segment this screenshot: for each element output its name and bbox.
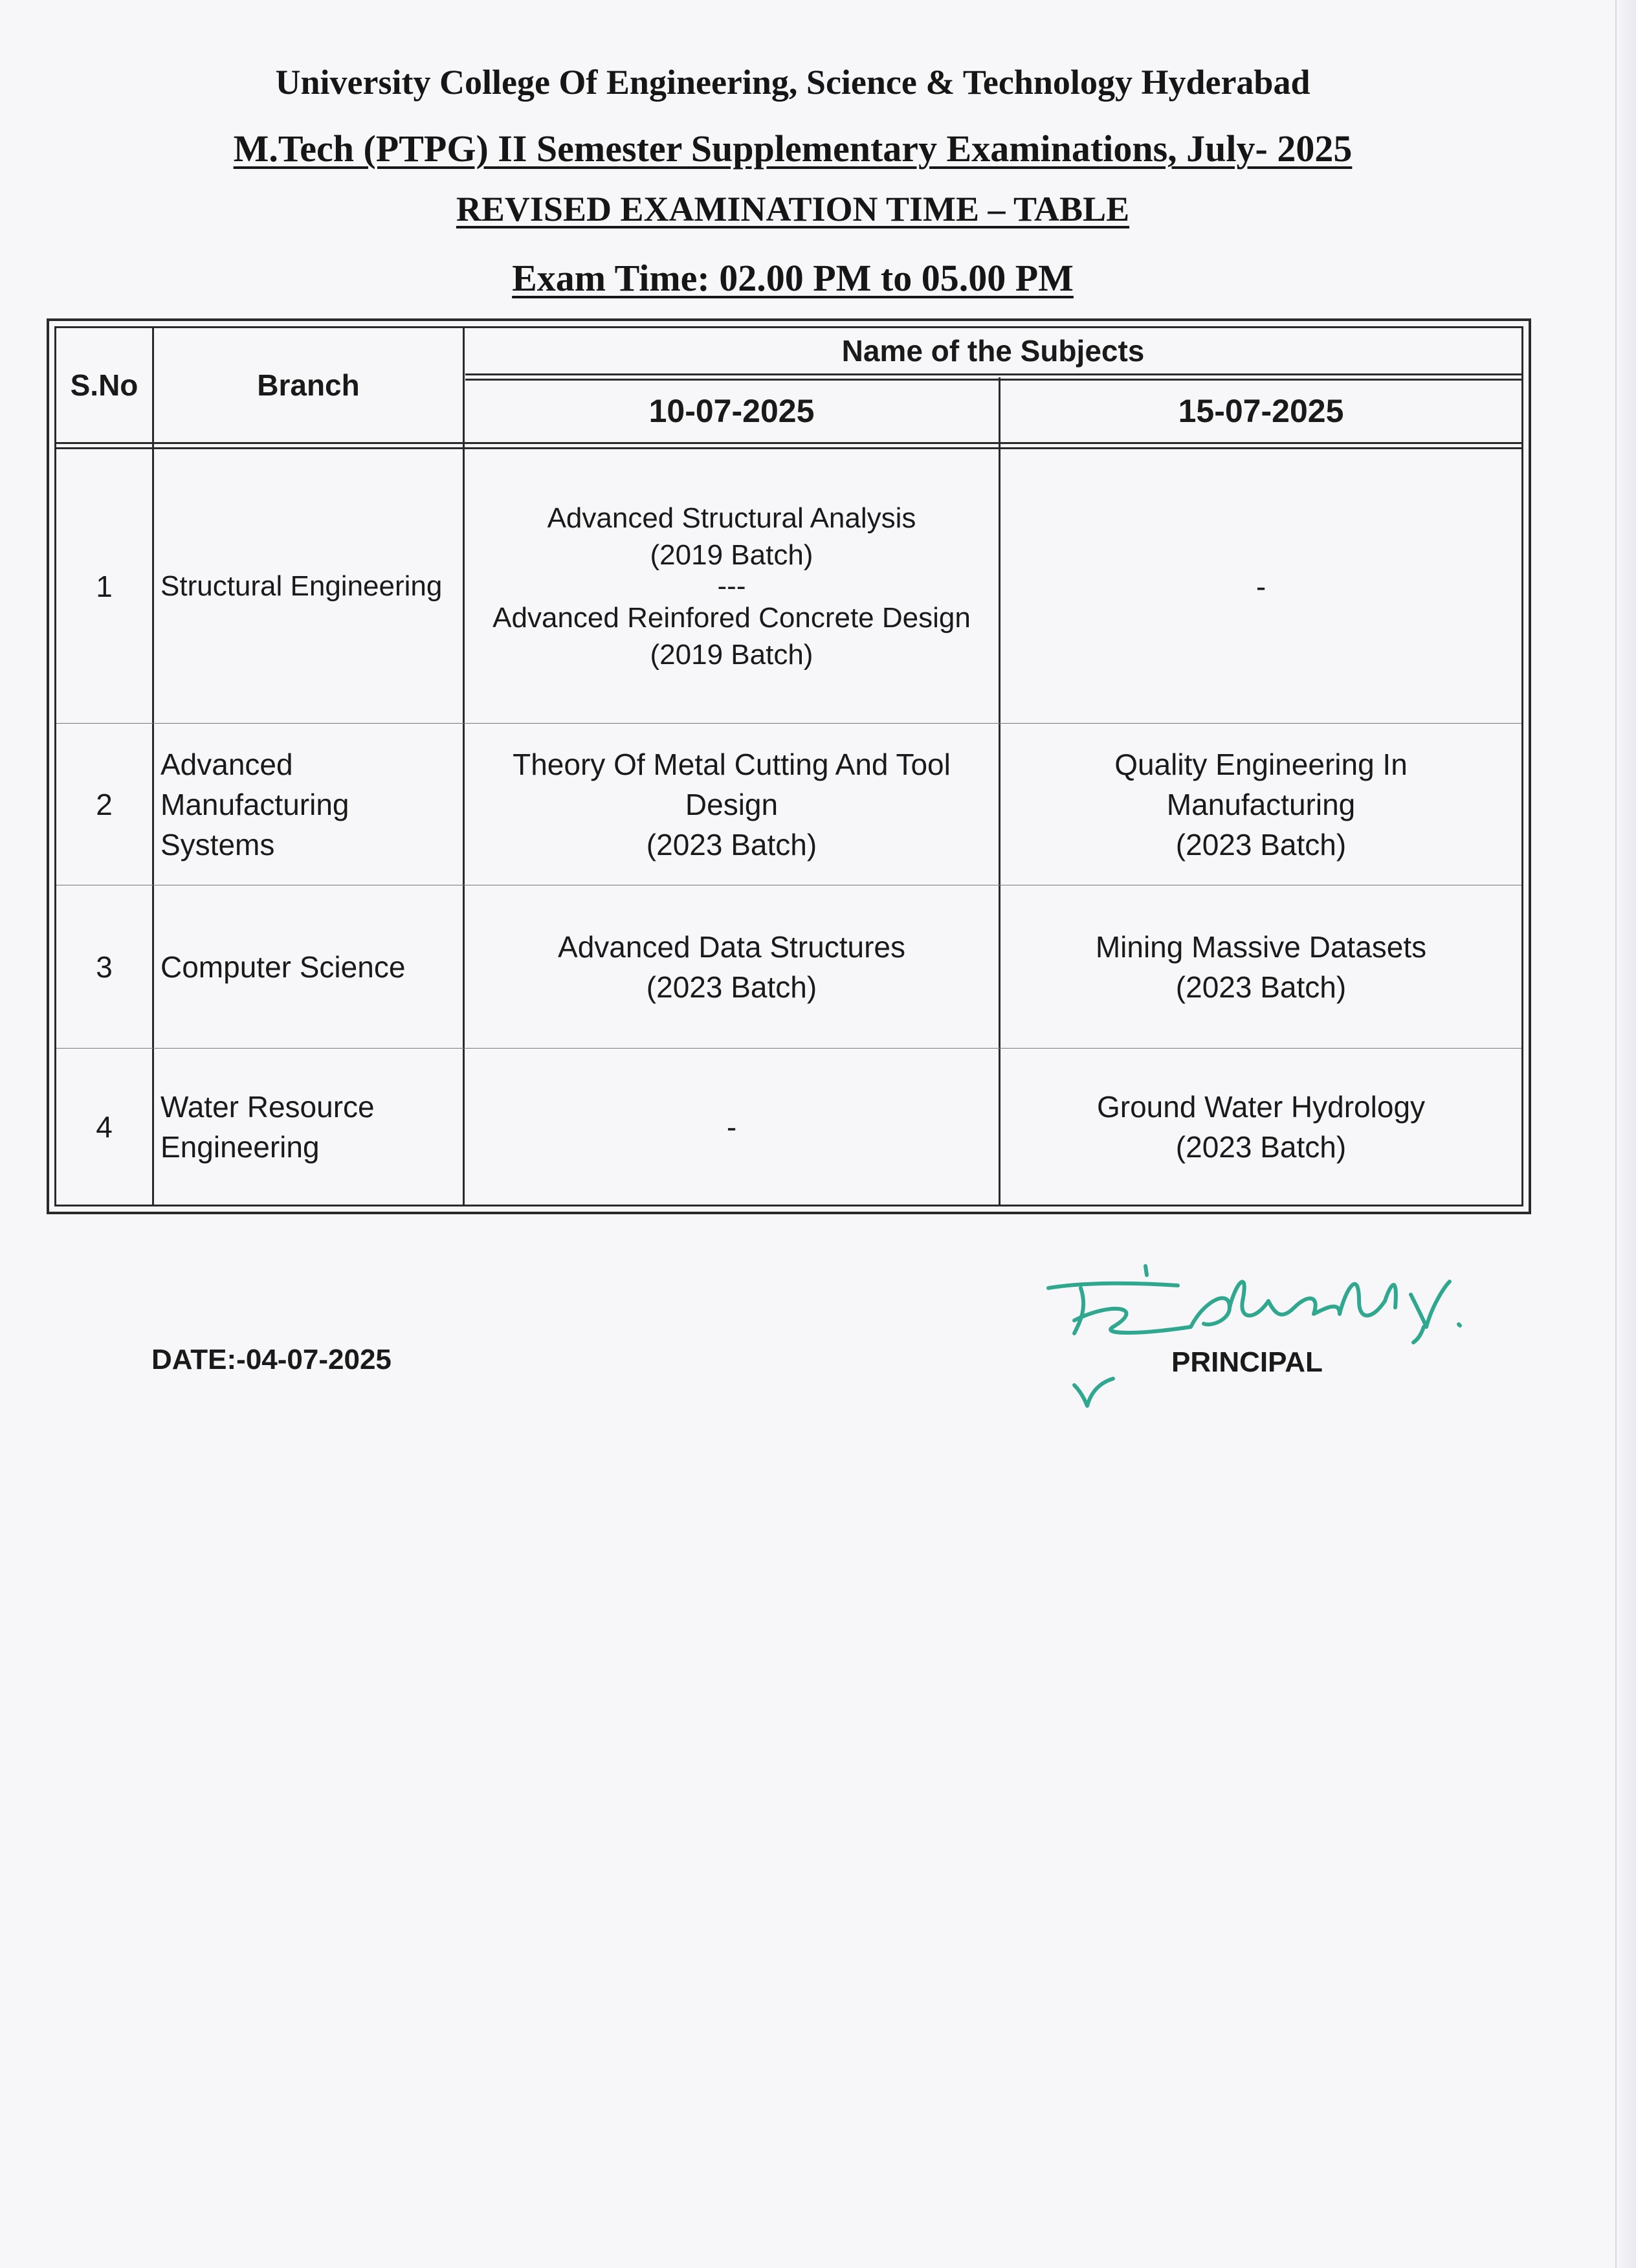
row-1-day2-line-1: - — [1255, 569, 1266, 603]
row-2-day1-line-1: Theory Of Metal Cutting And Tool — [513, 748, 951, 781]
signatory-title: PRINCIPAL — [1171, 1346, 1323, 1378]
row-3-branch: Computer Science — [160, 950, 406, 984]
row-2-day2-line-3: (2023 Batch) — [1175, 828, 1347, 862]
header-sno: S.No — [70, 368, 138, 402]
row-1-branch: Structural Engineering — [160, 570, 443, 602]
row-1-day1-line-4: Advanced Reinfored Concrete Design — [492, 601, 971, 634]
header-date-1: 10-07-2025 — [648, 393, 815, 429]
row-4-day1-line-1: - — [726, 1110, 737, 1144]
page-edge — [1615, 0, 1636, 2268]
row-2-day1-line-3: (2023 Batch) — [646, 828, 817, 862]
row-divider-3 — [56, 1048, 1521, 1049]
row-2-day2-line-1: Quality Engineering In — [1114, 748, 1408, 781]
exam-time: Exam Time: 02.00 PM to 05.00 PM — [512, 257, 1074, 299]
row-3-day2-subjects — [1000, 886, 1521, 1048]
row-1-day1-line-1: Advanced Structural Analysis — [547, 502, 916, 534]
row-divider-1 — [56, 723, 1521, 724]
row-3-day1-line-2: (2023 Batch) — [646, 970, 817, 1004]
header-branch: Branch — [257, 368, 360, 402]
institution-name: University College Of Engineering, Science & Technology Hyderabad — [275, 63, 1310, 102]
row-4-day2-subjects — [1000, 1049, 1521, 1205]
row-1-day1-subjects — [465, 449, 999, 723]
row-1-day1-line-2: (2019 Batch) — [650, 539, 813, 571]
row-3-day1-line-1: Advanced Data Structures — [558, 930, 905, 964]
row-2-day2-line-2: Manufacturing — [1166, 788, 1356, 821]
row-3-day2-line-2: (2023 Batch) — [1175, 970, 1347, 1004]
row-2-day1-subjects — [465, 724, 999, 885]
row-2-day1-line-2: Design — [685, 788, 779, 821]
header-subjects: Name of the Subjects — [841, 334, 1145, 368]
timetable — [47, 318, 1531, 1214]
row-3-day2-line-1: Mining Massive Datasets — [1095, 930, 1427, 964]
header-date-2: 15-07-2025 — [1178, 393, 1344, 429]
header-divider-bottom — [56, 442, 1521, 444]
row-4-day2-line-1: Ground Water Hydrology — [1096, 1090, 1426, 1124]
row-1-day1-line-3: --- — [717, 570, 746, 602]
row-3-sno: 3 — [96, 950, 113, 984]
timetable-inner — [54, 326, 1523, 1206]
row-2-sno: 2 — [96, 788, 113, 821]
row-4-day2-line-2: (2023 Batch) — [1175, 1130, 1347, 1164]
row-3-day1-subjects — [465, 886, 999, 1048]
row-4-sno: 4 — [96, 1110, 113, 1144]
row-2-branch: Advanced Manufacturing Systems — [160, 748, 349, 862]
row-1-day1-line-5: (2019 Batch) — [650, 638, 813, 671]
issue-date: DATE:-04-07-2025 — [151, 1344, 392, 1375]
row-4-branch: Water Resource Engineering — [160, 1090, 375, 1164]
exam-title: M.Tech (PTPG) II Semester Supplementary Examinations, July- 2025 — [233, 128, 1353, 170]
row-2-day2-subjects — [1000, 724, 1521, 885]
row-4-day1-subjects — [465, 1049, 999, 1205]
row-1-day2-subjects — [1000, 449, 1521, 723]
row-1-sno: 1 — [96, 569, 113, 603]
document-title: REVISED EXAMINATION TIME – TABLE — [456, 190, 1130, 228]
header-divider-subjects — [465, 373, 1521, 375]
